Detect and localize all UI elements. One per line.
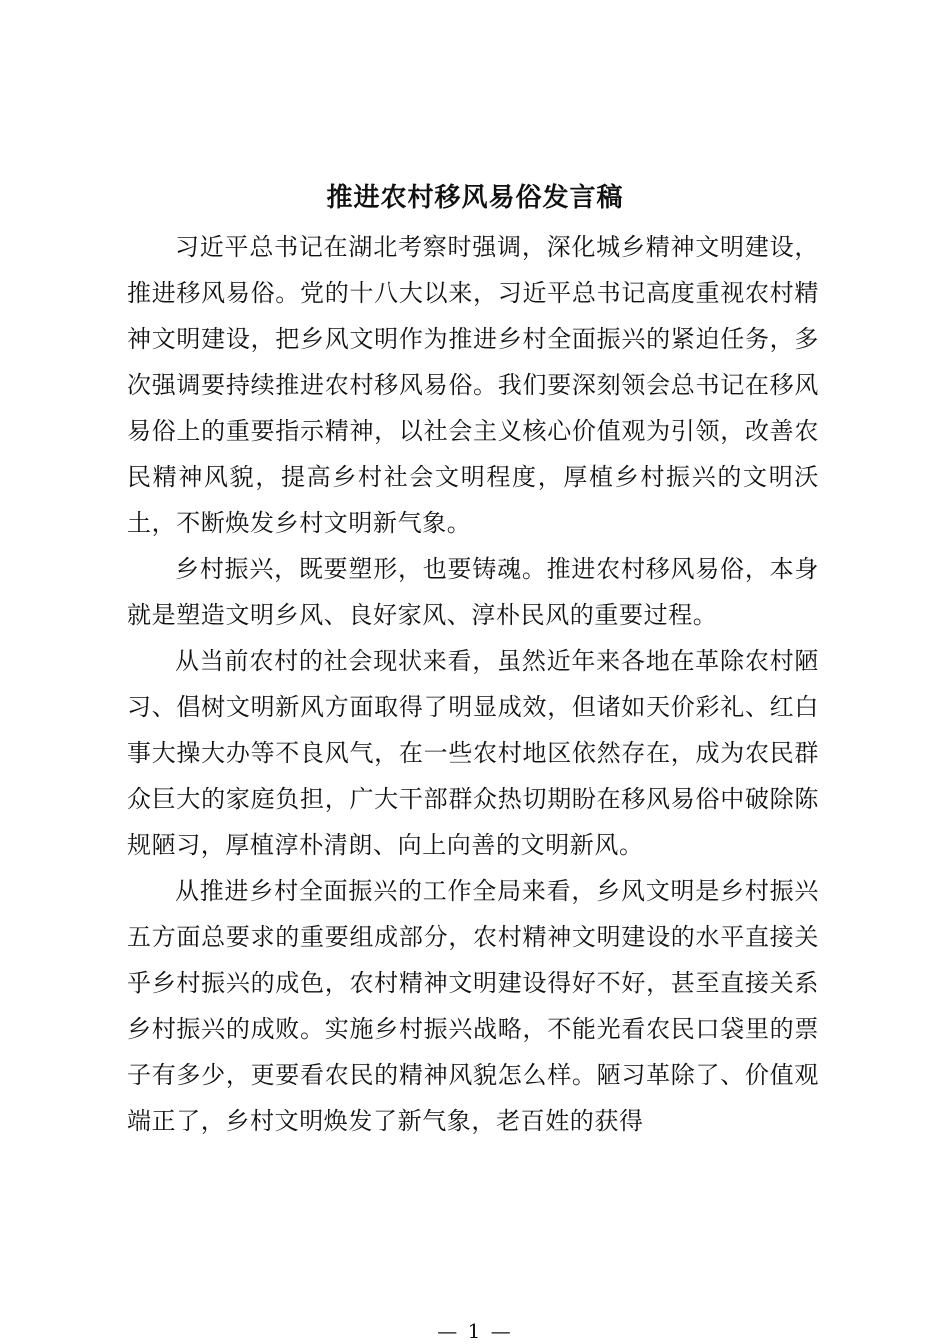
paragraph-3: 从当前农村的社会现状来看，虽然近年来各地在革除农村陋习、倡树文明新风方面取得了明显成效，但诸如天价彩礼、红白事大操大办等不良风气，在一些农村地区依然存在，成为农民群众巨大的家庭负担，广大干部群众热切期盼在移风易俗中破除陈规陋习，厚植淳朴清朗、向上向善的文明新风。 bbox=[127, 647, 819, 859]
paragraph-1: 习近平总书记在湖北考察时强调，深化城乡精神文明建设，推进移风易俗。党的十八大以来，习近平总书记高度重视农村精神文明建设，把乡风文明作为推进乡村全面振兴的紧迫任务，多次强调要持续推进农村移风易俗。我们要深刻领会总书记在移风易俗上的重要指示精神，以社会主义核心价值观为引领，改善农民精神风貌，提高乡村社会文明程度，厚植乡村振兴的文明沃土，不断焕发乡村文明新气象。 bbox=[127, 233, 819, 537]
paragraph-4: 从推进乡村全面振兴的工作全局来看，乡风文明是乡村振兴五方面总要求的重要组成部分，农村精神文明建设的水平直接关乎乡村振兴的成色，农村精神文明建设得好不好，甚至直接关系乡村振兴的成败。实施乡村振兴战略，不能光看农民口袋里的票子有多少，更要看农民的精神风貌怎么样。陋习革除了、价值观端正了，乡村文明焕发了新气象，老百姓的获得 bbox=[127, 877, 819, 1135]
document-title: 推进农村移风易俗发言稿 bbox=[326, 183, 624, 213]
paragraph-2: 乡村振兴，既要塑形，也要铸魂。推进农村移风易俗，本身就是塑造文明乡风、良好家风、淳朴民风的重要过程。 bbox=[127, 555, 819, 629]
page-number: — 1 — bbox=[437, 1319, 513, 1343]
document-body bbox=[127, 224, 819, 1144]
